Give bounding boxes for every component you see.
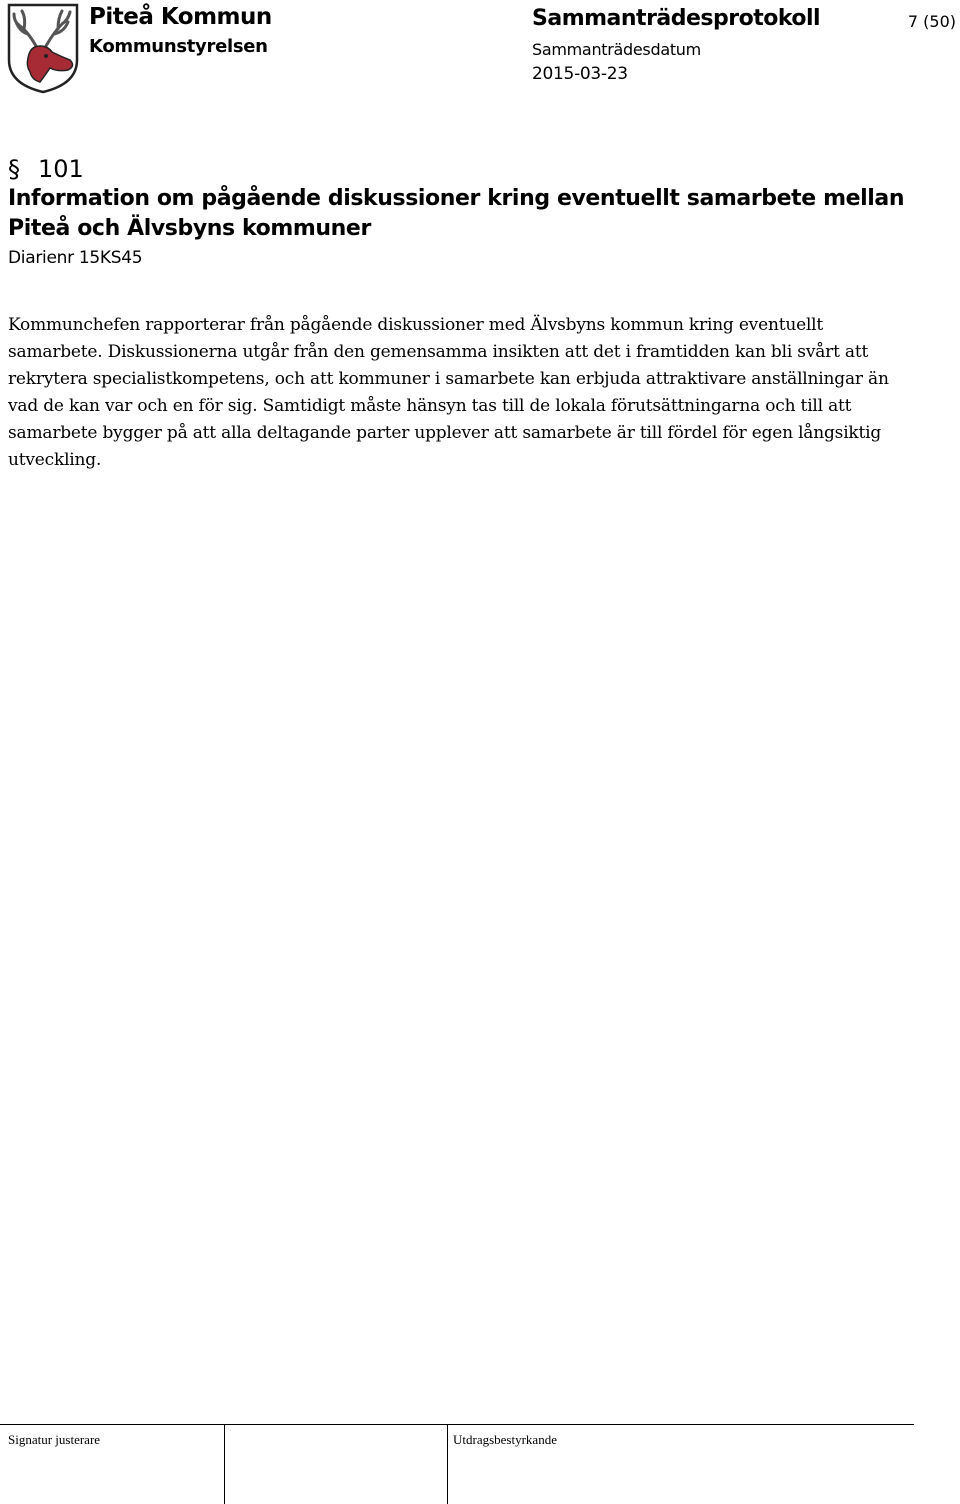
diarienr: Diarienr 15KS45	[8, 248, 143, 268]
document-type: Sammanträdesprotokoll	[532, 6, 821, 31]
section-number-line	[8, 155, 84, 183]
signature-footer	[0, 1424, 914, 1504]
section-number: 101	[38, 155, 84, 183]
section-title: Information om pågående diskussioner kring eventuellt samarbete mellan Piteå och Älvsbyns kommuner	[8, 186, 905, 241]
section-symbol: §	[8, 155, 20, 183]
meeting-date-label: Sammanträdesdatum	[532, 40, 701, 59]
body-paragraph: Kommunchefen rapporterar från pågående diskussioner med Älvsbyns kommun kring eventuellt samarbete. Diskussionerna utgår från den gemensamma insikten att det i framtidden kan bli svårt att rekrytera specialistkompetens, och att kommuner i samarbete kan erbjuda attraktivare anställningar än vad de kan var och en för sig. Samtidigt måste hänsyn tas till de lokala förutsättningarna och till att samarbete bygger på att alla deltagande parter upplever att samarbete är till fördel för egen långsiktig utveckling.	[8, 315, 889, 470]
page-number: 7 (50)	[907, 12, 956, 31]
organization-unit: Kommunstyrelsen	[89, 36, 268, 57]
signatur-justerare-label: Signatur justerare	[8, 1432, 101, 1447]
logo	[6, 2, 80, 94]
footer-divider	[447, 1425, 448, 1504]
utdragsbestyrkande-label: Utdragsbestyrkande	[453, 1432, 557, 1447]
meeting-date: 2015-03-23	[532, 64, 628, 84]
footer-divider	[224, 1425, 225, 1504]
reindeer-coat-of-arms-icon	[6, 2, 80, 94]
organization-name: Piteå Kommun	[89, 4, 272, 30]
